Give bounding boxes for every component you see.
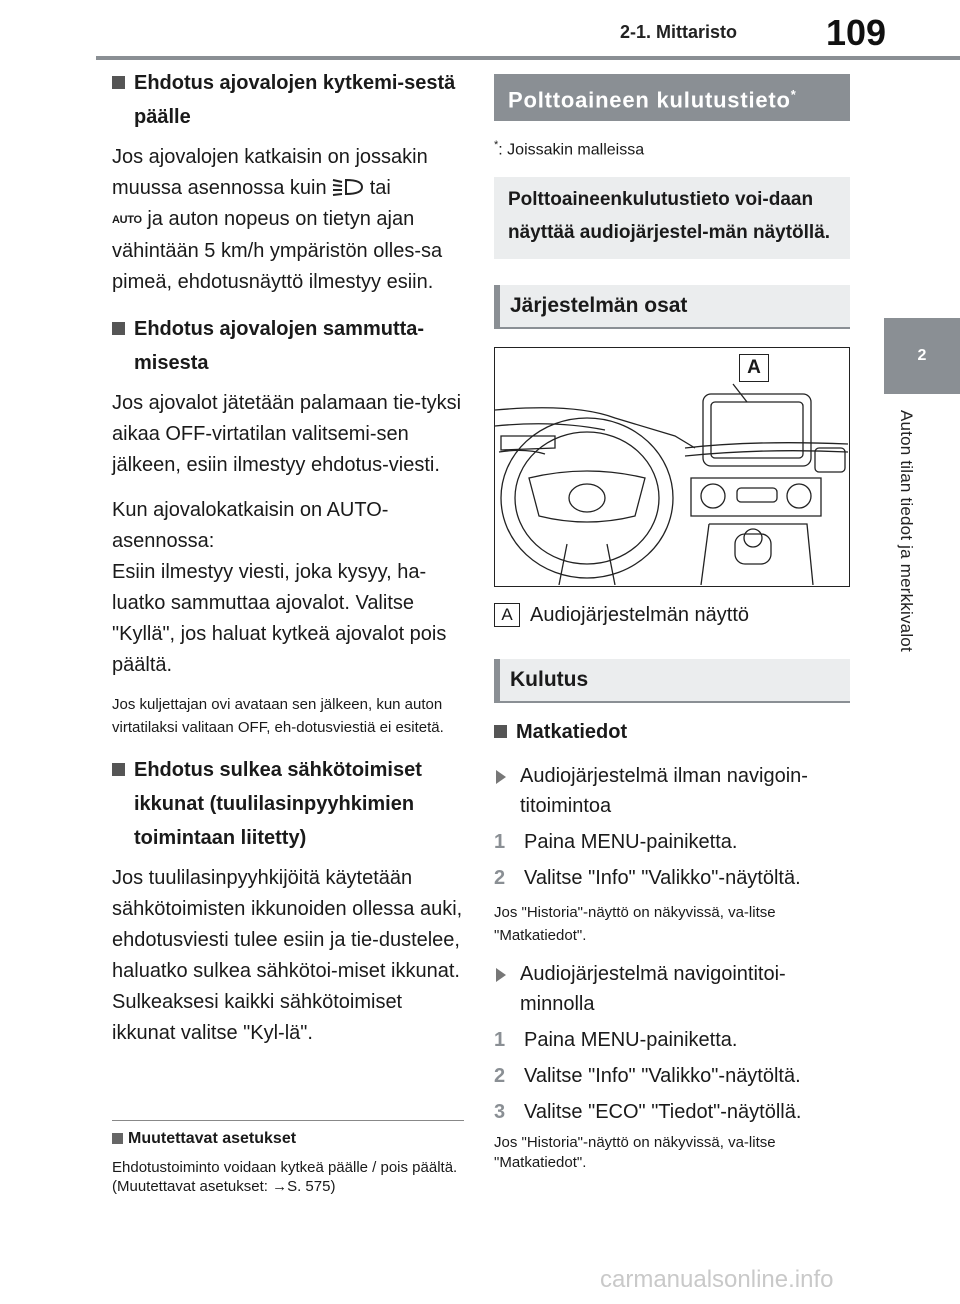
step-2 <box>494 863 850 893</box>
page-number: 109 <box>826 12 887 53</box>
info-box: Polttoaineenkulutustieto voi-daan näyttää audiojärjestel-män näytöllä. <box>494 177 850 259</box>
step-number: 2 <box>494 866 506 889</box>
chapter-tab <box>884 318 960 394</box>
step-number: 1 <box>494 830 506 853</box>
note-title: Muutettavat asetukset <box>128 1130 297 1147</box>
dashboard-figure <box>494 347 850 587</box>
auto-icon: AUTO <box>112 214 142 226</box>
watermark: carmanualsonline.info <box>600 1266 834 1293</box>
note-divider <box>112 1120 464 1121</box>
step-text: Valitse "ECO" "Tiedot"-näytöllä. <box>524 1100 802 1123</box>
note-body: Ehdotustoiminto voidaan kytkeä päälle / pois päältä. (Muutettavat asetukset: →S. 575) <box>112 1159 458 1195</box>
footnote-mark: * <box>494 139 499 152</box>
legend-text: Audiojärjestelmän näyttö <box>530 603 750 626</box>
step-number: 3 <box>494 1100 506 1123</box>
asterisk-mark: * <box>790 87 797 102</box>
heading-consumption: Kulutus <box>494 659 850 703</box>
text-part: Jos ajovalojen katkaisin on jossakin muussa asennossa kuin <box>112 146 428 199</box>
step-2-nav <box>494 1061 850 1091</box>
heading-headlight-on-suggestion: Ehdotus ajovalojen kytkemi-sestä päälle <box>112 66 468 134</box>
note-history-1: Jos "Historia"-näyttö on näkyvissä, va-litse "Matkatiedot". <box>494 903 776 944</box>
step-text: Valitse "Info" "Valikko"-näytöltä. <box>524 1064 801 1087</box>
item-without-navigation: Audiojärjestelmä ilman navigoin-titoimintoa <box>494 761 850 821</box>
heading-headlight-off-suggestion: Ehdotus ajovalojen sammutta-misesta <box>112 312 468 380</box>
text-part: tai <box>369 177 391 199</box>
heading-system-components: Järjestelmän osat <box>494 285 850 329</box>
left-column <box>112 66 468 1049</box>
step-1-nav <box>494 1025 850 1055</box>
figure-callout-a: A <box>739 354 769 382</box>
paragraph-headlight-off: Jos ajovalot jätetään palamaan tie-tyksi aikaa OFF-virtatilan valitsemi-sen jälkeen, esiin ilmestyy ehdotus-viesti. <box>112 392 462 476</box>
step-1 <box>494 827 850 857</box>
paragraph-window-close: Jos tuulilasinpyyhkijöitä käytetään sähkötoimisten ikkunoiden ollessa auki, ehdotusviesti tulee esiin ja tie-dustelee, haluatko sulkea sähkötoi-miset ikkunat. Sulkeaksesi kaikki sähkötoimiset ikkunat valitse "Kyl-lä". <box>112 867 463 1044</box>
step-number: 2 <box>494 1064 506 1087</box>
text-part: ja auton nopeus on tietyn ajan vähintään 5 km/h ympäristön olles-sa pimeä, ehdotusnäyttö ilmestyy esiin. <box>112 208 443 293</box>
heading-trip-info: Matkatiedot <box>494 715 850 749</box>
paragraph-auto-message: Esiin ilmestyy viesti, joka kysyy, ha-luatko sammuttaa ajovalot. Valitse "Kyllä", jos haluat kytkeä ajovalot pois päältä. <box>112 561 447 676</box>
right-column <box>494 74 850 1173</box>
chapter-number: 2 <box>917 347 927 364</box>
heading-text: Polttoaineen kulutustieto <box>508 87 791 113</box>
step-text: Valitse "Info" "Valikko"-näytöltä. <box>524 866 801 889</box>
chapter-title: Auton tilan tiedot ja merkkivalot <box>897 410 916 652</box>
settings-note <box>112 1128 468 1196</box>
dashboard-illustration <box>495 348 848 585</box>
step-number: 1 <box>494 1028 506 1051</box>
headlight-icon <box>332 177 364 197</box>
note-driver-door: Jos kuljettajan ovi avataan sen jälkeen, kun auton virtatilaksi valitaan OFF, eh-dotusviestiä ei esitetä. <box>112 696 444 736</box>
item-with-navigation: Audiojärjestelmä navigointitoi-minnolla <box>494 959 850 1019</box>
heading-window-close-suggestion: Ehdotus sulkea sähkötoimiset ikkunat (tuulilasinpyyhkimien toimintaan liitetty) <box>112 753 468 855</box>
footnote <box>494 135 850 160</box>
step-3-nav <box>494 1097 850 1127</box>
legend-label-a: A <box>494 603 520 627</box>
note-heading <box>112 1128 468 1150</box>
section-title: 2-1. Mittaristo <box>620 22 738 42</box>
footnote-text: : Joissakin malleissa <box>498 141 645 159</box>
legend-a <box>494 601 850 629</box>
note-history-2: Jos "Historia"-näyttö on näkyvissä, va-litse "Matkatiedot". <box>494 1133 776 1171</box>
note-bullet-icon <box>112 1133 123 1144</box>
step-text: Paina MENU-painiketta. <box>524 1028 738 1051</box>
step-text: Paina MENU-painiketta. <box>524 830 738 853</box>
paragraph-headlight-on <box>112 142 468 298</box>
header-rule <box>96 56 960 60</box>
heading-fuel-consumption-info <box>494 74 850 121</box>
paragraph-auto-intro: Kun ajovalokatkaisin on AUTO-asennossa: <box>112 499 389 552</box>
